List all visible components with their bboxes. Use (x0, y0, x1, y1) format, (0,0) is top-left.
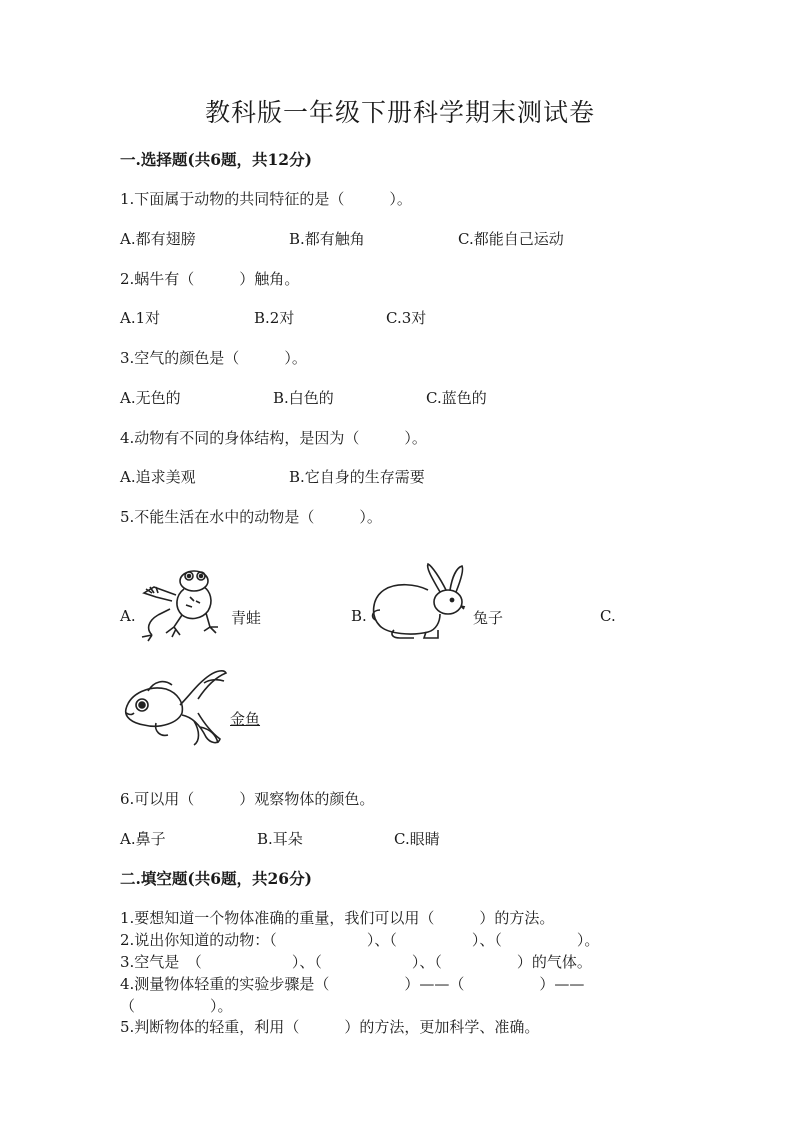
q5-option-a-label: 青蛙 (231, 609, 262, 627)
question-1: 1.下面属于动物的共同特征的是（ ）。 (120, 190, 412, 208)
q2-option-b[interactable]: B.2对 (254, 309, 295, 327)
q5-option-c-letter[interactable]: C. (600, 607, 616, 625)
q6-option-a[interactable]: A.鼻子 (120, 830, 166, 848)
section-heading-choice: 一.选择题(共6题，共12分) (120, 150, 312, 169)
question-3: 3.空气的颜色是（ ）。 (120, 349, 307, 367)
question-4: 4.动物有不同的身体结构，是因为（ ）。 (120, 429, 427, 447)
fill-line-4-continued: （ ）。 (120, 997, 233, 1015)
q3-option-a[interactable]: A.无色的 (120, 389, 181, 407)
q5-option-b-label: 兔子 (473, 609, 504, 627)
page-title: 教科版一年级下册科学期末测试卷 (204, 98, 595, 127)
q5-option-b-letter[interactable]: B. (351, 607, 367, 625)
q5-option-c-label: 金鱼 (230, 710, 261, 728)
q3-option-c[interactable]: C.蓝色的 (426, 389, 487, 407)
q6-option-c[interactable]: C.眼睛 (394, 830, 440, 848)
frog-icon (136, 565, 226, 645)
q2-option-a[interactable]: A.1对 (120, 309, 161, 327)
question-2: 2.蜗牛有（ ）触角。 (120, 270, 300, 288)
q1-option-b[interactable]: B.都有触角 (289, 230, 365, 248)
q4-option-b[interactable]: B.它自身的生存需要 (289, 468, 425, 486)
fill-line-4: 4.测量物体轻重的实验步骤是（ ）——（ ）—— (120, 975, 585, 993)
q4-option-a[interactable]: A.追求美观 (120, 468, 196, 486)
fill-line-5: 5.判断物体的轻重，利用（ ）的方法，更加科学、准确。 (120, 1018, 540, 1036)
question-5: 5.不能生活在水中的动物是（ ）。 (120, 508, 382, 526)
q1-option-c[interactable]: C.都能自己运动 (458, 230, 564, 248)
q6-option-b[interactable]: B.耳朵 (257, 830, 303, 848)
q5-option-a-letter[interactable]: A. (120, 607, 136, 625)
fill-line-2: 2.说出你知道的动物：（ ）、（ ）、（ ）。 (120, 931, 600, 949)
question-6: 6.可以用（ ）观察物体的颜色。 (120, 790, 375, 808)
section-heading-fill: 二.填空题(共6题，共26分) (120, 869, 312, 888)
q3-option-b[interactable]: B.白色的 (273, 389, 334, 407)
goldfish-icon (120, 665, 230, 747)
fill-line-1: 1.要想知道一个物体准确的重量，我们可以用（ ）的方法。 (120, 909, 555, 927)
q1-option-a[interactable]: A.都有翅膀 (120, 230, 196, 248)
rabbit-icon (366, 560, 471, 642)
fill-line-3: 3.空气是 （ ）、（ ）、（ ）的气体。 (120, 953, 592, 971)
q2-option-c[interactable]: C.3对 (386, 309, 427, 327)
